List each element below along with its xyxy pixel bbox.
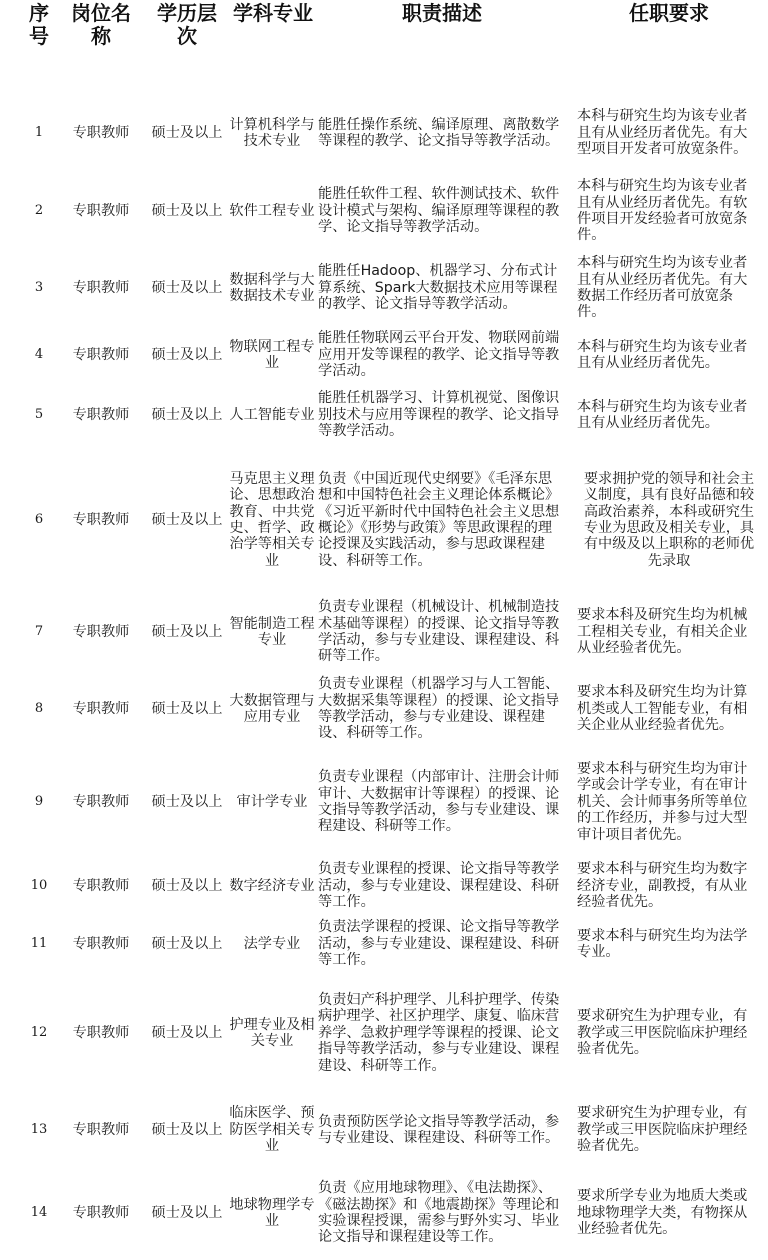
major: 法学专业 [243, 935, 301, 952]
requirements: 要求本科及研究生均为机械工程相关专业，有相关企业从业经验者优先。 [577, 607, 748, 657]
row-number: 13 [30, 1121, 48, 1137]
duty-description: 负责妇产科护理学、儿科护理学、传染病护理学、社区护理学、康复、临床营养学、急救护理学等课程的授课、论文指导等教学活动，参与专业建设、课程建设、科研等工作。 [318, 991, 560, 1074]
education-level: 硕士及以上 [151, 793, 223, 810]
table-row [0, 94, 768, 172]
post-name: 专职教师 [72, 511, 130, 528]
row-number: 7 [34, 623, 44, 639]
duty-description: 能胜任操作系统、编译原理、离散数学等课程的教学、论文指导等教学活动。 [318, 116, 560, 149]
row-number: 8 [34, 700, 44, 716]
major: 地球物理学专业 [229, 1196, 315, 1229]
requirements: 本科与研究生均为该专业者且有从业经历者优先。 [577, 338, 748, 371]
education-level: 硕士及以上 [151, 346, 223, 363]
post-name: 专职教师 [72, 877, 130, 894]
table-row [0, 916, 768, 972]
education-level: 硕士及以上 [151, 511, 223, 528]
education-level: 硕士及以上 [151, 623, 223, 640]
major: 计算机科学与技术专业 [229, 116, 315, 149]
row-number: 12 [30, 1024, 48, 1040]
post-name: 专职教师 [72, 623, 130, 640]
requirements: 要求研究生为护理专业，有教学或三甲医院临床护理经验者优先。 [577, 1008, 748, 1058]
duty-description: 负责专业课程（机器学习与人工智能、大数据采集等课程）的授课、论文指导等教学活动，参与专业建设、课程建设、科研等工作。 [318, 676, 560, 742]
major: 人工智能专业 [229, 406, 315, 423]
post-name: 专职教师 [72, 124, 130, 141]
header-duty: 职责描述 [402, 1, 482, 25]
table-row [0, 1166, 768, 1260]
duty-description: 能胜任软件工程、软件测试技术、软件设计模式与架构、编译原理等课程的教学、论文指导等教学活动。 [318, 186, 560, 236]
duty-description: 能胜任Hadoop、机器学习、分布式计算系统、Spark大数据技术应用等课程的教学、论文指导等教学活动。 [318, 263, 558, 313]
duty-description: 负责专业课程（机械设计、机械制造技术基础等课程）的授课、论文指导等教学活动，参与专业建设、课程建设、科研等工作。 [318, 599, 560, 665]
row-number: 2 [34, 202, 44, 218]
education-level: 硕士及以上 [151, 406, 223, 423]
major: 护理专业及相关专业 [229, 1016, 315, 1049]
table-row [0, 1094, 768, 1166]
major: 智能制造工程专业 [229, 615, 315, 648]
table-row [0, 594, 768, 670]
major: 数字经济专业 [229, 877, 315, 894]
requirements: 本科与研究生均为该专业者且有从业经历者优先。有软件项目开发经验者可放宽条件。 [577, 178, 748, 244]
post-name: 专职教师 [72, 935, 130, 952]
table-row [0, 326, 768, 384]
table-row [0, 748, 768, 856]
education-level: 硕士及以上 [151, 935, 223, 952]
row-number: 11 [30, 935, 48, 951]
row-number: 6 [34, 511, 44, 527]
table-row [0, 172, 768, 250]
education-level: 硕士及以上 [151, 1024, 223, 1041]
table-row [0, 250, 768, 326]
header-post: 岗位名称 [71, 1, 131, 48]
post-name: 专职教师 [72, 279, 130, 296]
major: 审计学专业 [236, 793, 308, 810]
post-name: 专职教师 [72, 793, 130, 810]
duty-description: 负责《中国近现代史纲要》《毛泽东思想和中国特色社会主义理论体系概论》《习近平新时代中国特色社会主义思想概论》《形势与政策》等思政课程的理论授课及实践活动，参与思政课程建设、科研等工作。 [318, 470, 560, 569]
post-name: 专职教师 [72, 1121, 130, 1138]
post-name: 专职教师 [72, 202, 130, 219]
major: 大数据管理与应用专业 [229, 692, 315, 725]
table-row [0, 972, 768, 1094]
row-number: 5 [34, 406, 44, 422]
education-level: 硕士及以上 [151, 279, 223, 296]
table-row [0, 446, 768, 594]
table-row [0, 856, 768, 916]
post-name: 专职教师 [72, 700, 130, 717]
requirements: 要求本科与研究生均为法学专业。 [577, 927, 748, 960]
post-name: 专职教师 [72, 1024, 130, 1041]
major: 数据科学与大数据技术专业 [229, 271, 315, 304]
requirements: 要求本科及研究生均为计算机类或人工智能专业，有相关企业从业经验者优先。 [577, 684, 748, 734]
header-num: 序号 [29, 1, 49, 48]
education-level: 硕士及以上 [151, 1204, 223, 1221]
requirements: 要求研究生为护理专业，有教学或三甲医院临床护理经验者优先。 [577, 1105, 748, 1155]
education-level: 硕士及以上 [151, 1121, 223, 1138]
table-row [0, 384, 768, 446]
education-level: 硕士及以上 [151, 700, 223, 717]
major: 临床医学、预防医学相关专业 [229, 1105, 315, 1155]
header-edu: 学历层次 [157, 1, 217, 48]
duty-description: 能胜任物联网云平台开发、物联网前端应用开发等课程的教学、论文指导等教学活动。 [318, 330, 560, 380]
duty-description: 能胜任机器学习、计算机视觉、图像识别技术与应用等课程的教学、论文指导等教学活动。 [318, 390, 560, 440]
major: 物联网工程专业 [229, 338, 315, 371]
requirements: 本科与研究生均为该专业者且有从业经历者优先。有大型项目开发者可放宽条件。 [577, 108, 748, 158]
duty-description: 负责法学课程的授课、论文指导等教学活动，参与专业建设、课程建设、科研等工作。 [318, 919, 560, 969]
requirements: 本科与研究生均为该专业者且有从业经历者优先。 [577, 398, 748, 431]
header-major: 学科专业 [233, 1, 313, 25]
requirements: 要求拥护党的领导和社会主义制度，具有良好品德和较高政治素养，本科或研究生专业为思政及相关专业，具有中级及以上职称的老师优先录取 [583, 470, 755, 569]
major: 软件工程专业 [229, 202, 315, 219]
row-number: 9 [34, 793, 44, 809]
duty-description: 负责《应用地球物理》、《电法勘探》、《磁法勘探》和《地震勘探》等理论和实验课程授课，需参与野外实习、毕业论文指导和课程建设等工作。 [318, 1180, 560, 1246]
post-name: 专职教师 [72, 406, 130, 423]
row-number: 14 [30, 1204, 48, 1220]
duty-description: 负责专业课程（内部审计、注册会计师审计、大数据审计等课程）的授课、论文指导等教学活动，参与专业建设、课程建设、科研等工作。 [318, 769, 560, 835]
table-row [0, 670, 768, 748]
table-header [0, 0, 768, 96]
row-number: 1 [34, 124, 44, 140]
requirements: 要求所学专业为地质大类或地球物理学大类，有物探从业经验者优先。 [577, 1188, 748, 1238]
education-level: 硕士及以上 [151, 877, 223, 894]
duty-description: 负责专业课程的授课、论文指导等教学活动，参与专业建设、课程建设、科研等工作。 [318, 861, 560, 911]
education-level: 硕士及以上 [151, 124, 223, 141]
requirements: 本科与研究生均为该专业者且有从业经历者优先。有大数据工作经历者可放宽条件。 [577, 255, 748, 321]
major: 马克思主义理论、思想政治教育、中共党史、哲学、政治学等相关专业 [229, 470, 315, 569]
row-number: 4 [34, 346, 44, 362]
duty-description: 负责预防医学论文指导等教学活动，参与专业建设、课程建设、科研等工作。 [318, 1113, 560, 1146]
education-level: 硕士及以上 [151, 202, 223, 219]
row-number: 10 [30, 877, 48, 893]
post-name: 专职教师 [72, 1204, 130, 1221]
requirements: 要求本科与研究生均为审计学或会计学专业，有在审计机关、会计师事务所等单位的工作经历，并参与过大型审计项目者优先。 [577, 760, 748, 843]
post-name: 专职教师 [72, 346, 130, 363]
header-req: 任职要求 [629, 1, 709, 25]
row-number: 3 [34, 279, 44, 295]
requirements: 要求本科与研究生均为数字经济专业，副教授，有从业经验者优先。 [577, 861, 748, 911]
